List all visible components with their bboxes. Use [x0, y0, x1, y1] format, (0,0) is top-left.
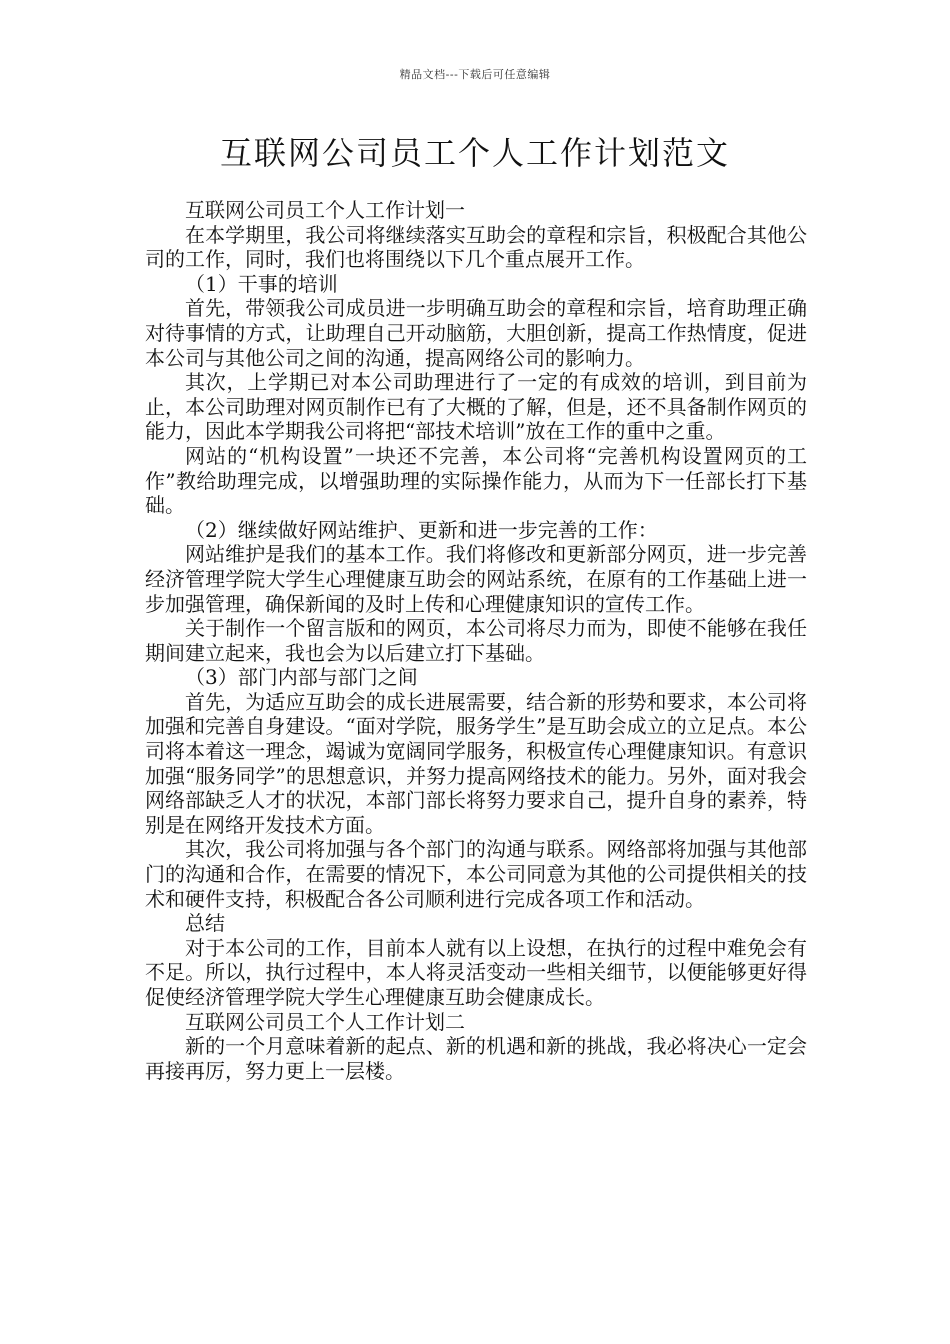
section-heading-plan-two: 互联网公司员工个人工作计划二	[185, 1009, 465, 1034]
subheading-3: （3）部门内部与部门之间	[185, 665, 418, 690]
paragraph: 在本学期里，我公司将继续落实互助会的章程和宗旨，积极配合其他公司的工作，同时，我们也将围绕以下几个重点展开工作。	[145, 222, 807, 272]
paragraph: 关于制作一个留言版和的网页，本公司将尽力而为，即使不能够在我任期间建立起来，我也会为以后建立打下基础。	[145, 616, 807, 665]
subheading-1: （1）干事的培训	[185, 271, 338, 296]
subheading-2: （2）继续做好网站维护、更新和进一步完善的工作：	[185, 517, 658, 542]
header-note: 精品文档---下载后可任意编辑	[399, 68, 551, 81]
paragraph: 其次，上学期已对本公司助理进行了一定的有成效的培训，到目前为止，本公司助理对网页制作已有了大概的了解，但是，还不具备制作网页的能力，因此本学期我公司将把“部技术培训”放在工作的重中之重。	[145, 370, 807, 444]
paragraph: 首先，带领我公司成员进一步明确互助会的章程和宗旨，培育助理正确对待事情的方式，让助理自己开动脑筋，大胆创新，提高工作热情度，促进本公司与其他公司之间的沟通，提高网络公司的影响力。	[145, 296, 807, 370]
document-title: 互联网公司员工个人工作计划范文	[219, 134, 730, 172]
paragraph: 对于本公司的工作，目前本人就有以上设想，在执行的过程中难免会有不足。所以，执行过程中，本人将灵活变动一些相关细节，以便能够更好得促使经济管理学院大学生心理健康互助会健康成长。	[145, 935, 807, 1009]
paragraph: 其次，我公司将加强与各个部门的沟通与联系。网络部将加强与其他部门的沟通和合作，在需要的情况下，本公司同意为其他的公司提供相关的技术和硬件支持，积极配合各公司顺利进行完成各项工作和活动。	[145, 837, 807, 911]
paragraph: 网站维护是我们的基本工作。我们将修改和更新部分网页，进一步完善经济管理学院大学生心理健康互助会的网站系统，在原有的工作基础上进一步加强管理，确保新闻的及时上传和心理健康知识的宣传工作。	[145, 542, 807, 616]
paragraph: 网站的“机构设置”一块还不完善，本公司将“完善机构设置网页的工作”教给助理完成，以增强助理的实际操作能力，从而为下一任部长打下基础。	[145, 443, 807, 518]
section-heading-plan-one: 互联网公司员工个人工作计划一	[185, 198, 465, 222]
document-body	[145, 198, 807, 1083]
paragraph: 首先，为适应互助会的成长进展需要，结合新的形势和要求，本公司将加强和完善自身建设。“面对学院，服务学生”是互助会成立的立足点。本公司将本着这一理念，竭诚为宽阔同学服务，积极宣传心理健康知识。有意识加强“服务同学”的思想意识，并努力提高网络技术的能力。另外，面对我会网络部缺乏人才的状况，本部门部长将努力要求自己，提升自身的素养，特别是在网络开发技术方面。	[145, 689, 807, 837]
paragraph: 新的一个月意味着新的起点、新的机遇和新的挑战，我必将决心一定会再接再厉，努力更上一层楼。	[145, 1034, 807, 1083]
summary-heading: 总结	[185, 911, 225, 936]
